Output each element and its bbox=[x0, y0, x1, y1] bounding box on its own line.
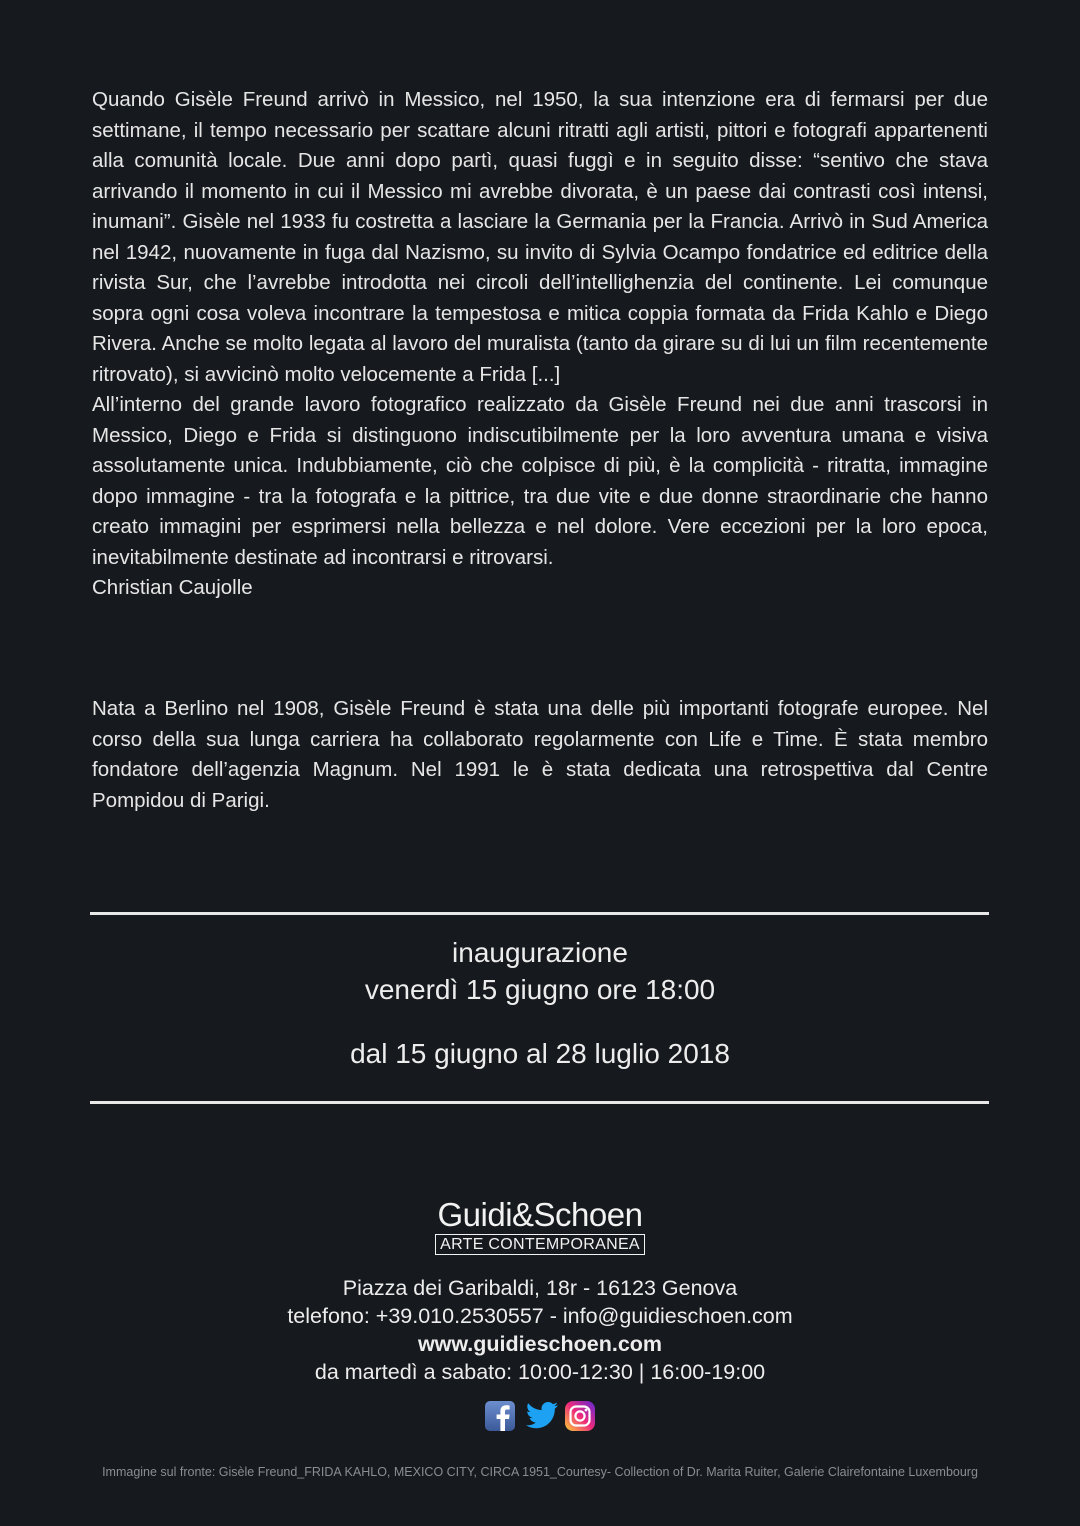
gallery-address: Piazza dei Garibaldi, 18r - 16123 Genova bbox=[342, 1276, 738, 1300]
divider-top bbox=[90, 912, 989, 915]
gallery-logo-subtitle-wrap bbox=[0, 1234, 1080, 1255]
artist-bio bbox=[92, 694, 988, 816]
essay-paragraph-1: Quando Gisèle Freund arrivò in Messico, nel 1950, la sua intenzione era di fermarsi per due settimane, il tempo necessario per scattare alcuni ritratti agli artisti, pittori e fotografi appartenenti alla comunità locale. Due anni dopo partì, quasi fuggì e in seguito disse: “sentivo che stava arrivando il momento in cui il Messico mi avrebbe divorata, è un paese dai contrasti così intensi, inumani”. Gisèle nel 1933 fu costretta a lasciare la Germania per la Francia. Arrivò in Sud America nel 1942, nuovamente in fuga dal Nazismo, su invito di Sylvia Ocampo fondatrice ed editrice della rivista Sur, che l’avrebbe introdotta nei circoli dell’intellighenzia del continente. Lei comunque sopra ogni cosa voleva incontrare la tempestosa e mitica coppia formata da Frida Kahlo e Diego Rivera. Anche se molto legata al lavoro del muralista (tanto da girare su di lui un film recentemente ritrovato), si avvicinò molto velocemente a Frida [...] bbox=[92, 88, 988, 386]
essay-paragraph-2: All’interno del grande lavoro fotografico realizzato da Gisèle Freund nei due anni trascorsi in Messico, Diego e Frida si distinguono indiscutibilmente per la loro avventura umana e visiva assolutamente unica. Indubbiamente, ciò che colpisce di più, è la complicità - ritratta, immagine dopo immagine - tra la fotografa e la pittrice, tra due vite e due donne straordinarie che hanno creato immagini per esprimersi nella bellezza e nel dolore. Vere eccezioni per la loro epoca, inevitabilmente destinate ad incontrarsi e ritrovarsi. bbox=[92, 393, 988, 569]
social-icons bbox=[0, 1400, 1080, 1432]
cover-image-credit: Immagine sul fronte: Gisèle Freund_FRIDA KAHLO, MEXICO CITY, CIRCA 1951_Courtesy- Collection of Dr. Marita Ruiter, Galerie Clairefontaine Luxembourg bbox=[102, 1465, 978, 1479]
instagram-icon[interactable] bbox=[564, 1400, 596, 1432]
essay-text bbox=[92, 85, 988, 604]
twitter-icon[interactable] bbox=[524, 1400, 556, 1432]
facebook-icon[interactable] bbox=[484, 1400, 516, 1432]
inauguration-label: inaugurazione bbox=[452, 937, 628, 968]
gallery-logo-subtitle: ARTE CONTEMPORANEA bbox=[435, 1234, 645, 1255]
gallery-logo-name: Guidi&Schoen bbox=[437, 1196, 643, 1233]
inauguration-date: venerdì 15 giugno ore 18:00 bbox=[364, 974, 716, 1005]
gallery-website-link[interactable]: www.guidieschoen.com bbox=[417, 1332, 663, 1356]
essay-author: Christian Caujolle bbox=[92, 576, 253, 599]
exhibition-dates: dal 15 giugno al 28 luglio 2018 bbox=[350, 1038, 730, 1069]
gallery-phone-email[interactable]: telefono: +39.010.2530557 - info@guidieschoen.com bbox=[287, 1304, 793, 1328]
gallery-hours: da martedì a sabato: 10:00-12:30 | 16:00-19:00 bbox=[314, 1360, 766, 1384]
divider-bottom bbox=[90, 1101, 989, 1104]
artist-bio-text: Nata a Berlino nel 1908, Gisèle Freund è stata una delle più importanti fotografe europee. Nel corso della sua lunga carriera ha collaborato regolarmente con Life e Time. È stata membro fondatore dell’agenzia Magnum. Nel 1991 le è stata dedicata una retrospettiva dal Centre Pompidou di Parigi. bbox=[92, 697, 988, 812]
